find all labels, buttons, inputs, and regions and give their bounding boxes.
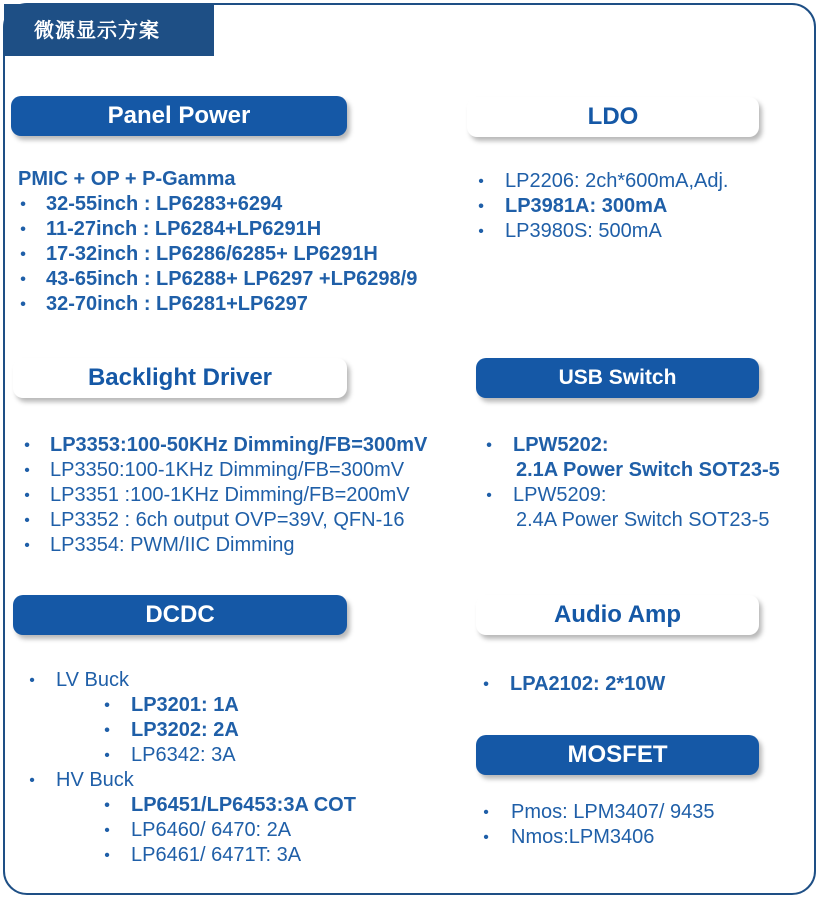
list-item: • LP3202: 2A: [25, 718, 356, 743]
bullet-icon: •: [24, 462, 30, 479]
list-item: 2.4A Power Switch SOT23-5: [516, 509, 770, 531]
bullet-icon: •: [20, 271, 26, 288]
bullet-icon: •: [24, 512, 30, 529]
list-item: • LPA2102: 2*10W: [479, 672, 665, 697]
list-item: • HV Buck: [25, 768, 356, 793]
bullet-icon: •: [104, 822, 110, 839]
usb-switch-header: USB Switch: [476, 358, 759, 398]
audio-amp-list: [479, 672, 665, 697]
page-tab-title: 微源显示方案: [4, 4, 214, 56]
bullet-icon: •: [104, 697, 110, 714]
bullet-icon: •: [24, 537, 30, 554]
dcdc-header: DCDC: [13, 595, 347, 635]
backlight-list: [20, 433, 427, 558]
usb-switch-list: [482, 433, 780, 533]
bullet-icon: •: [29, 772, 35, 789]
bullet-icon: •: [29, 672, 35, 689]
bullet-icon: •: [483, 829, 489, 846]
bullet-icon: •: [20, 196, 26, 213]
list-item: • LP3201: 1A: [25, 693, 356, 718]
bullet-icon: •: [24, 437, 30, 454]
list-item: • LP6451/LP6453:3A COT: [25, 793, 356, 818]
bullet-icon: •: [104, 747, 110, 764]
bullet-icon: •: [104, 847, 110, 864]
list-item: 2.1A Power Switch SOT23-5: [516, 459, 780, 481]
list-item: • LP6460/ 6470: 2A: [25, 818, 356, 843]
list-item: • LP3981A: 300mA: [474, 194, 729, 219]
bullet-icon: •: [478, 223, 484, 240]
bullet-icon: •: [20, 296, 26, 313]
list-item: • LPW5209:: [482, 483, 780, 508]
list-item: • 17-32inch : LP6286/6285+ LP6291H: [16, 242, 417, 267]
bullet-icon: •: [483, 676, 489, 693]
list-item: • LP3354: PWM/IIC Dimming: [20, 533, 427, 558]
list-item: • 32-70inch : LP6281+LP6297: [16, 292, 417, 317]
bullet-icon: •: [478, 173, 484, 190]
backlight-header: Backlight Driver: [13, 358, 347, 398]
ldo-list: [474, 169, 729, 244]
list-item: • LP3980S: 500mA: [474, 219, 729, 244]
mosfet-list: [479, 800, 714, 850]
mosfet-header: MOSFET: [476, 735, 759, 775]
panel-power-subtitle: PMIC + OP + P-Gamma: [18, 168, 236, 190]
bullet-icon: •: [104, 722, 110, 739]
bullet-icon: •: [483, 804, 489, 821]
list-item: • LP2206: 2ch*600mA,Adj.: [474, 169, 729, 194]
list-item: • 32-55inch : LP6283+6294: [16, 192, 417, 217]
list-item: • 11-27inch : LP6284+LP6291H: [16, 217, 417, 242]
list-item: • Nmos:LPM3406: [479, 825, 714, 850]
bullet-icon: •: [24, 487, 30, 504]
list-item: • 43-65inch : LP6288+ LP6297 +LP6298/9: [16, 267, 417, 292]
bullet-icon: •: [486, 437, 492, 454]
dcdc-list: [25, 668, 356, 868]
list-item: • Pmos: LPM3407/ 9435: [479, 800, 714, 825]
list-item: • LP3350:100-1KHz Dimming/FB=300mV: [20, 458, 427, 483]
bullet-icon: •: [486, 487, 492, 504]
list-item: • LP3351 :100-1KHz Dimming/FB=200mV: [20, 483, 427, 508]
list-item: • LP6461/ 6471T: 3A: [25, 843, 356, 868]
bullet-icon: •: [20, 246, 26, 263]
list-item: • LP3352 : 6ch output OVP=39V, QFN-16: [20, 508, 427, 533]
list-item: • LP6342: 3A: [25, 743, 356, 768]
list-item: • LP3353:100-50KHz Dimming/FB=300mV: [20, 433, 427, 458]
bullet-icon: •: [104, 797, 110, 814]
panel-power-header: Panel Power: [11, 96, 347, 136]
ldo-header: LDO: [467, 97, 759, 137]
list-item: • LPW5202:: [482, 433, 780, 458]
list-item: • LV Buck: [25, 668, 356, 693]
bullet-icon: •: [478, 198, 484, 215]
panel-power-list: [16, 192, 417, 317]
audio-amp-header: Audio Amp: [476, 595, 759, 635]
bullet-icon: •: [20, 221, 26, 238]
